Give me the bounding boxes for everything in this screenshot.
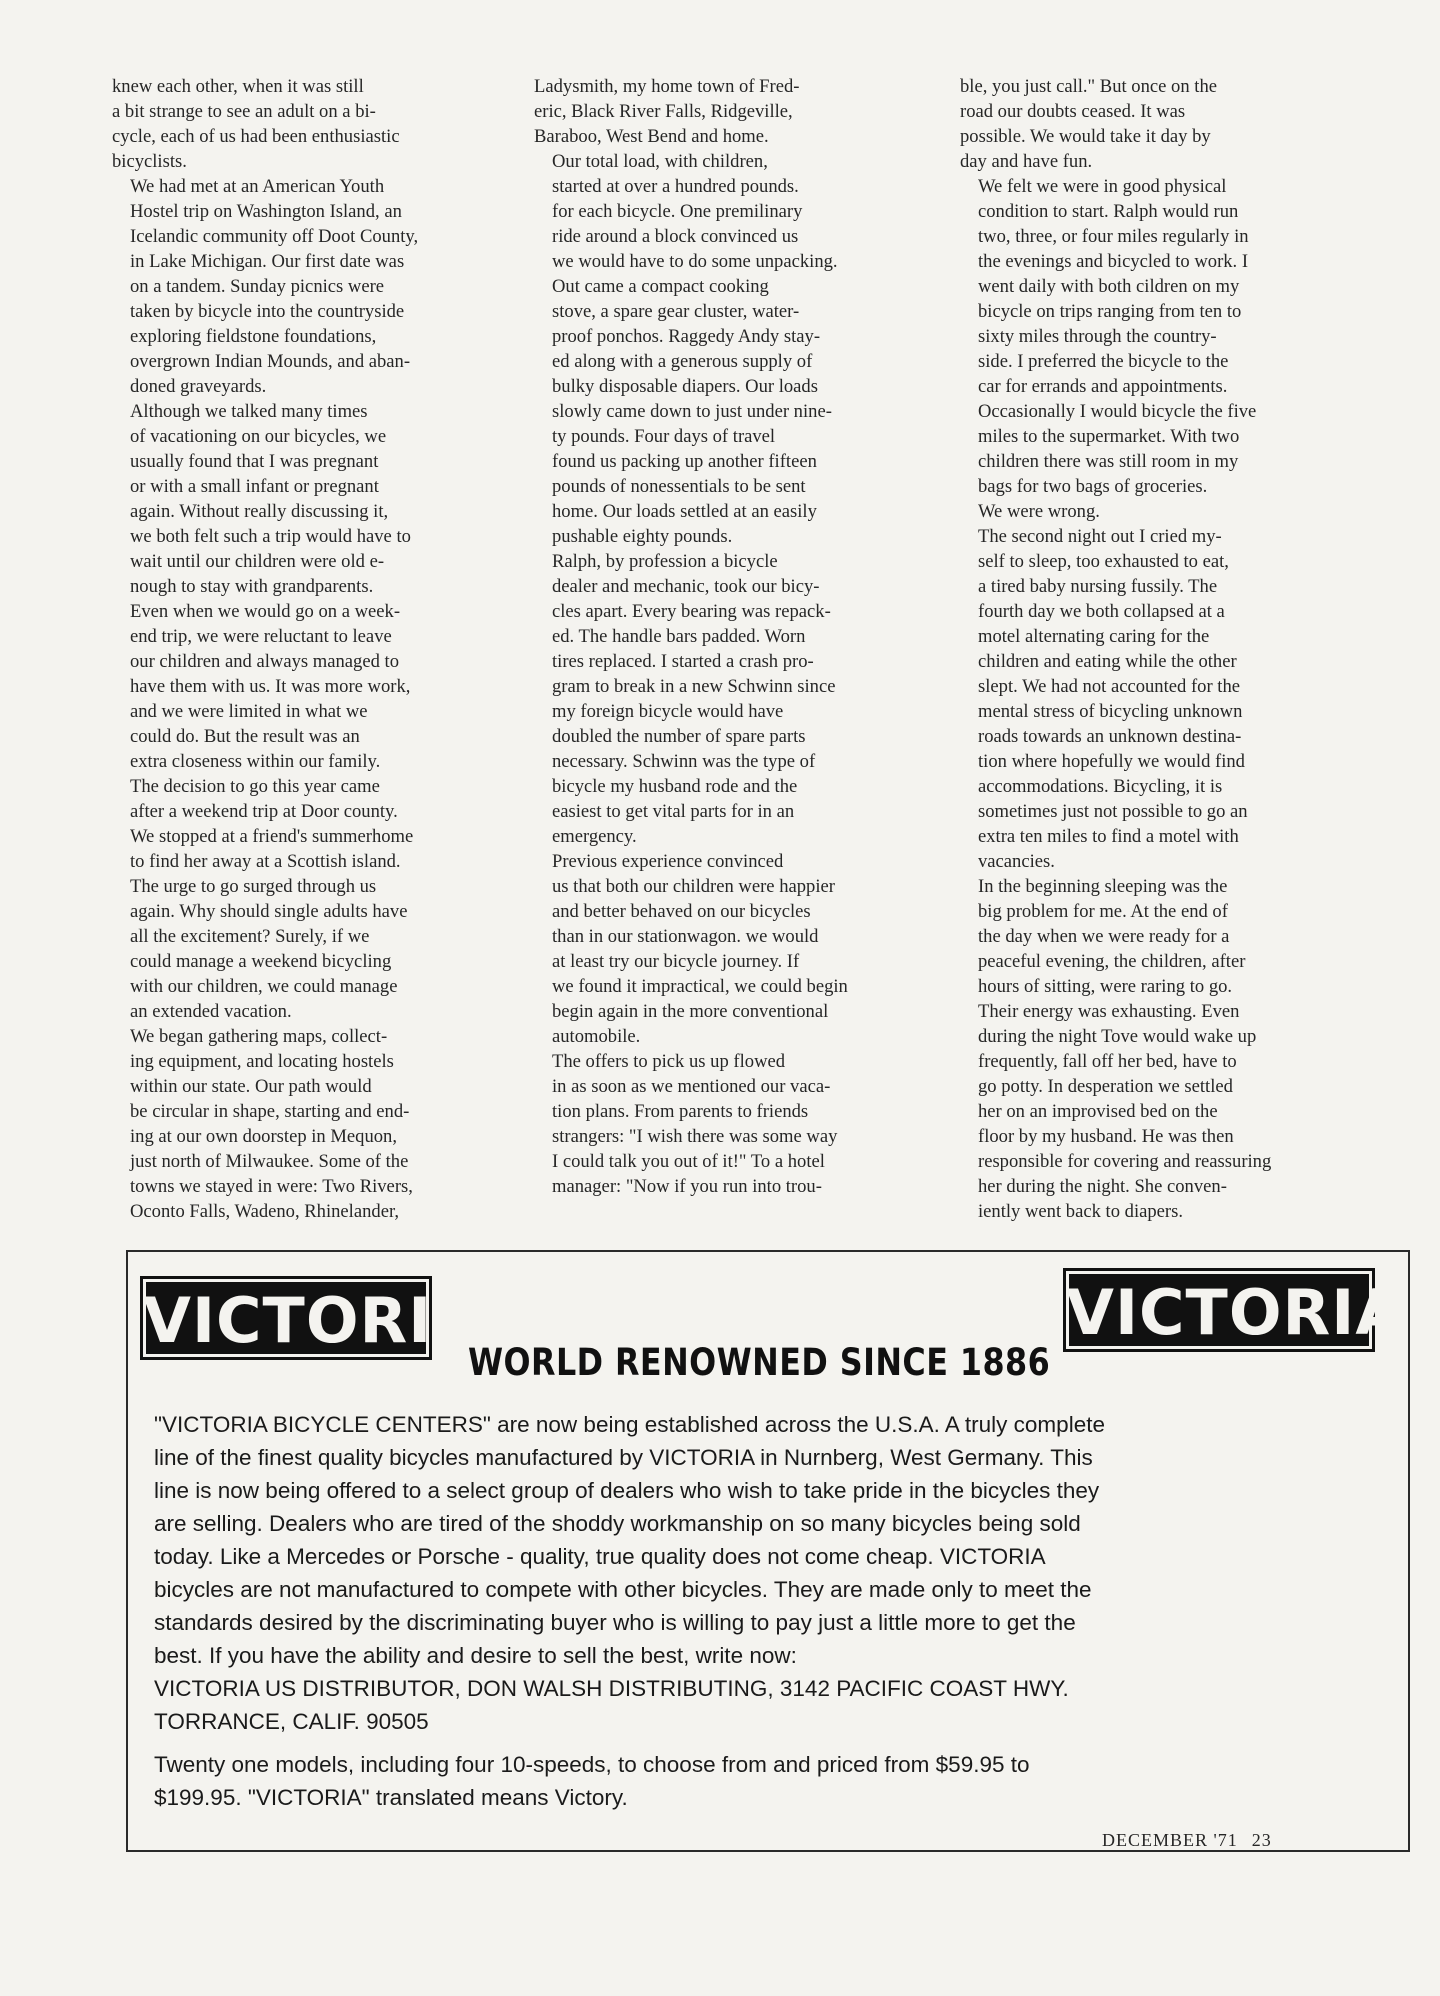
ad-body-text: [154, 1408, 1394, 1814]
text-line: The second night out I cried my-: [978, 526, 1222, 547]
text-line: bicyclists.: [112, 151, 187, 172]
text-line: an extended vacation.: [130, 1001, 292, 1022]
text-line: children there was still room in my: [978, 451, 1239, 472]
victoria-advertisement: [126, 1250, 1410, 1852]
text-line: sixty miles through the country-: [978, 326, 1217, 347]
text-line: slowly came down to just under nine-: [552, 401, 832, 422]
text-line: I could talk you out of it!" To a hotel: [552, 1151, 825, 1172]
ad-text-line: today. Like a Mercedes or Porsche - quality, true quality does not come cheap. VICTORIA: [154, 1544, 1046, 1569]
text-line: Although we talked many times: [130, 401, 368, 422]
text-line: us that both our children were happier: [552, 876, 835, 897]
text-line: dealer and mechanic, took our bicy-: [552, 576, 820, 597]
text-line: extra ten miles to find a motel with: [978, 826, 1239, 847]
text-line: for each bicycle. One premilinary: [552, 201, 803, 222]
text-line: ble, you just call." But once on the: [960, 76, 1218, 97]
page-footer: [1102, 1830, 1272, 1851]
text-line: our children and always managed to: [130, 651, 400, 672]
victoria-logo-right: VICTORIA: [1063, 1268, 1375, 1352]
article-column-3: [960, 74, 1360, 1224]
text-line: Occasionally I would bicycle the five: [978, 401, 1257, 422]
text-line: overgrown Indian Mounds, and aban-: [130, 351, 411, 372]
ad-text-line: Twenty one models, including four 10-speeds, to choose from and priced from $59.95 to: [154, 1752, 1030, 1777]
text-line: hours of sitting, were raring to go.: [978, 976, 1233, 997]
text-line: Our total load, with children,: [552, 151, 768, 172]
text-line: and better behaved on our bicycles: [552, 901, 811, 922]
text-line: go potty. In desperation we settled: [978, 1076, 1233, 1097]
article-paragraph: [534, 149, 938, 274]
text-line: be circular in shape, starting and end-: [130, 1101, 410, 1122]
text-line: bags for two bags of groceries.: [978, 476, 1208, 497]
text-line: sometimes just not possible to go an: [978, 801, 1248, 822]
text-line: started at over a hundred pounds.: [552, 176, 799, 197]
text-line: frequently, fall off her bed, have to: [978, 1051, 1237, 1072]
text-line: just north of Milwaukee. Some of the: [130, 1151, 409, 1172]
text-line: gram to break in a new Schwinn since: [552, 676, 836, 697]
text-line: We stopped at a friend's summerhome: [130, 826, 414, 847]
page-number: 23: [1251, 1830, 1272, 1850]
victoria-logo-left: VICTORIA: [140, 1276, 432, 1360]
text-line: The offers to pick us up flowed: [552, 1051, 786, 1072]
issue-date: DECEMBER '71: [1102, 1830, 1238, 1850]
text-line: The urge to go surged through us: [130, 876, 377, 897]
text-line: Ralph, by profession a bicycle: [552, 551, 778, 572]
ad-text-line: are selling. Dealers who are tired of the shoddy workmanship on so many bicycles being sold: [154, 1511, 1081, 1536]
ad-description: [154, 1408, 1394, 1672]
text-line: and we were limited in what we: [130, 701, 368, 722]
article-column-1: [112, 74, 512, 1224]
text-line: could do. But the result was an: [130, 726, 360, 747]
text-line: We felt we were in good physical: [978, 176, 1227, 197]
text-line: after a weekend trip at Door county.: [130, 801, 398, 822]
text-line: strangers: "I wish there was some way: [552, 1126, 838, 1147]
article-paragraph: [112, 1024, 512, 1224]
text-line: within our state. Our path would: [130, 1076, 372, 1097]
ad-text-line: standards desired by the discriminating buyer who is willing to pay just a little more to get the: [154, 1610, 1076, 1635]
text-line: iently went back to diapers.: [978, 1201, 1183, 1222]
text-line: peaceful evening, the children, after: [978, 951, 1246, 972]
ad-text-line: "VICTORIA BICYCLE CENTERS" are now being established across the U.S.A. A truly complete: [154, 1412, 1105, 1437]
text-line: pounds of nonessentials to be sent: [552, 476, 806, 497]
article-paragraph: [112, 599, 512, 774]
text-line: responsible for covering and reassuring: [978, 1151, 1272, 1172]
text-line: easiest to get vital parts for in an: [552, 801, 795, 822]
article-paragraph: [960, 74, 1360, 174]
text-line: a bit strange to see an adult on a bi-: [112, 101, 376, 122]
text-line: than in our stationwagon. we would: [552, 926, 819, 947]
ad-text-line: line of the finest quality bicycles manufactured by VICTORIA in Nurnberg, West Germany. This: [154, 1445, 1093, 1470]
article-paragraph: [534, 849, 938, 1049]
text-line: cles apart. Every bearing was repack-: [552, 601, 831, 622]
text-line: could manage a weekend bicycling: [130, 951, 392, 972]
article-paragraph: [534, 274, 938, 549]
text-line: Baraboo, West Bend and home.: [534, 126, 769, 147]
article-paragraph: [960, 874, 1360, 999]
text-line: found us packing up another fifteen: [552, 451, 817, 472]
ad-text-line: $199.95. "VICTORIA" translated means Victory.: [154, 1785, 628, 1810]
text-line: doubled the number of spare parts: [552, 726, 806, 747]
text-line: ing equipment, and locating hostels: [130, 1051, 394, 1072]
text-line: car for errands and appointments.: [978, 376, 1228, 397]
text-line: Icelandic community off Doot County,: [130, 226, 419, 247]
text-line: possible. We would take it day by: [960, 126, 1211, 147]
text-line: manager: "Now if you run into trou-: [552, 1176, 822, 1197]
text-line: the evenings and bicycled to work. I: [978, 251, 1249, 272]
text-line: doned graveyards.: [130, 376, 267, 397]
text-line: ed. The handle bars padded. Worn: [552, 626, 806, 647]
text-line: her on an improvised bed on the: [978, 1101, 1218, 1122]
text-line: we found it impractical, we could begin: [552, 976, 848, 997]
text-line: tion plans. From parents to friends: [552, 1101, 809, 1122]
ad-distributor-address: [154, 1672, 1394, 1738]
text-line: my foreign bicycle would have: [552, 701, 784, 722]
article-paragraph: [534, 74, 938, 149]
text-line: on a tandem. Sunday picnics were: [130, 276, 385, 297]
ad-text-line: line is now being offered to a select group of dealers who wish to take pride in the bicycles they: [154, 1478, 1100, 1503]
text-line: knew each other, when it was still: [112, 76, 364, 97]
text-line: proof ponchos. Raggedy Andy stay-: [552, 326, 821, 347]
text-line: We were wrong.: [978, 501, 1100, 522]
text-line: Oconto Falls, Wadeno, Rhinelander,: [130, 1201, 400, 1222]
text-line: usually found that I was pregnant: [130, 451, 379, 472]
text-line: slept. We had not accounted for the: [978, 676, 1241, 697]
text-line: pushable eighty pounds.: [552, 526, 733, 547]
article-paragraph: [112, 399, 512, 599]
ad-models-pricing: [154, 1748, 1394, 1814]
text-line: tires replaced. I started a crash pro-: [552, 651, 814, 672]
text-line: end trip, we were reluctant to leave: [130, 626, 392, 647]
article-paragraph: [960, 999, 1360, 1224]
text-line: big problem for me. At the end of: [978, 901, 1228, 922]
ad-spacer: [154, 1738, 1394, 1748]
text-line: in Lake Michigan. Our first date was: [130, 251, 405, 272]
text-line: at least try our bicycle journey. If: [552, 951, 800, 972]
text-line: Hostel trip on Washington Island, an: [130, 201, 402, 222]
text-line: road our doubts ceased. It was: [960, 101, 1186, 122]
text-line: day and have fun.: [960, 151, 1093, 172]
text-line: mental stress of bicycling unknown: [978, 701, 1243, 722]
text-line: ing at our own doorstep in Mequon,: [130, 1126, 397, 1147]
article-paragraph: [534, 1049, 938, 1199]
ad-text-line: best. If you have the ability and desire to sell the best, write now:: [154, 1643, 797, 1668]
text-line: The decision to go this year came: [130, 776, 380, 797]
article-paragraph: [112, 174, 512, 399]
article-paragraph: [112, 774, 512, 1024]
text-line: motel alternating caring for the: [978, 626, 1210, 647]
text-line: have them with us. It was more work,: [130, 676, 411, 697]
article-paragraph: [534, 549, 938, 849]
text-line: of vacationing on our bicycles, we: [130, 426, 387, 447]
text-line: extra closeness within our family.: [130, 751, 381, 772]
article-paragraph: [960, 174, 1360, 499]
text-line: bulky disposable diapers. Our loads: [552, 376, 818, 397]
article-paragraph: [960, 499, 1360, 524]
text-line: taken by bicycle into the countryside: [130, 301, 405, 322]
text-line: Even when we would go on a week-: [130, 601, 401, 622]
ad-text-line: VICTORIA US DISTRIBUTOR, DON WALSH DISTRIBUTING, 3142 PACIFIC COAST HWY.: [154, 1676, 1069, 1701]
text-line: home. Our loads settled at an easily: [552, 501, 817, 522]
text-line: We began gathering maps, collect-: [130, 1026, 388, 1047]
text-line: tion where hopefully we would find: [978, 751, 1245, 772]
text-line: ty pounds. Four days of travel: [552, 426, 776, 447]
text-line: Previous experience convinced: [552, 851, 784, 872]
text-line: Ladysmith, my home town of Fred-: [534, 76, 800, 97]
text-line: miles to the supermarket. With two: [978, 426, 1240, 447]
ad-text-line: TORRANCE, CALIF. 90505: [154, 1709, 429, 1734]
text-line: emergency.: [552, 826, 637, 847]
text-line: wait until our children were old e-: [130, 551, 385, 572]
text-line: Out came a compact cooking: [552, 276, 769, 297]
text-line: again. Why should single adults have: [130, 901, 408, 922]
text-line: side. I preferred the bicycle to the: [978, 351, 1229, 372]
text-line: bicycle on trips ranging from ten to: [978, 301, 1242, 322]
text-line: automobile.: [552, 1026, 641, 1047]
text-line: again. Without really discussing it,: [130, 501, 389, 522]
text-line: children and eating while the other: [978, 651, 1237, 672]
text-line: exploring fieldstone foundations,: [130, 326, 377, 347]
text-line: her during the night. She conven-: [978, 1176, 1227, 1197]
text-line: or with a small infant or pregnant: [130, 476, 379, 497]
text-line: eric, Black River Falls, Ridgeville,: [534, 101, 793, 122]
text-line: Their energy was exhausting. Even: [978, 1001, 1240, 1022]
text-line: the day when we were ready for a: [978, 926, 1230, 947]
text-line: self to sleep, too exhausted to eat,: [978, 551, 1229, 572]
text-line: begin again in the more conventional: [552, 1001, 829, 1022]
article-paragraph: [960, 524, 1360, 874]
text-line: necessary. Schwinn was the type of: [552, 751, 816, 772]
text-line: with our children, we could manage: [130, 976, 398, 997]
text-line: vacancies.: [978, 851, 1055, 872]
text-line: a tired baby nursing fussily. The: [978, 576, 1218, 597]
text-line: We had met at an American Youth: [130, 176, 385, 197]
text-line: ride around a block convinced us: [552, 226, 799, 247]
text-line: ed along with a generous supply of: [552, 351, 813, 372]
text-line: In the beginning sleeping was the: [978, 876, 1228, 897]
text-line: went daily with both cildren on my: [978, 276, 1240, 297]
text-line: we would have to do some unpacking.: [552, 251, 838, 272]
text-line: two, three, or four miles regularly in: [978, 226, 1249, 247]
text-line: floor by my husband. He was then: [978, 1126, 1234, 1147]
text-line: nough to stay with grandparents.: [130, 576, 374, 597]
text-line: stove, a spare gear cluster, water-: [552, 301, 800, 322]
text-line: accommodations. Bicycling, it is: [978, 776, 1223, 797]
article-column-2: [534, 74, 938, 1199]
text-line: to find her away at a Scottish island.: [130, 851, 401, 872]
text-line: we both felt such a trip would have to: [130, 526, 411, 547]
text-line: fourth day we both collapsed at a: [978, 601, 1225, 622]
text-line: during the night Tove would wake up: [978, 1026, 1257, 1047]
text-line: all the excitement? Surely, if we: [130, 926, 370, 947]
text-line: condition to start. Ralph would run: [978, 201, 1239, 222]
ad-tagline: WORLD RENOWNED SINCE 1886: [468, 1341, 1051, 1384]
text-line: cycle, each of us had been enthusiastic: [112, 126, 400, 147]
ad-text-line: bicycles are not manufactured to compete with other bicycles. They are made only to meet the: [154, 1577, 1092, 1602]
article-paragraph: [112, 74, 512, 174]
text-line: bicycle my husband rode and the: [552, 776, 798, 797]
text-line: towns we stayed in were: Two Rivers,: [130, 1176, 413, 1197]
text-line: in as soon as we mentioned our vaca-: [552, 1076, 831, 1097]
text-line: roads towards an unknown destina-: [978, 726, 1242, 747]
